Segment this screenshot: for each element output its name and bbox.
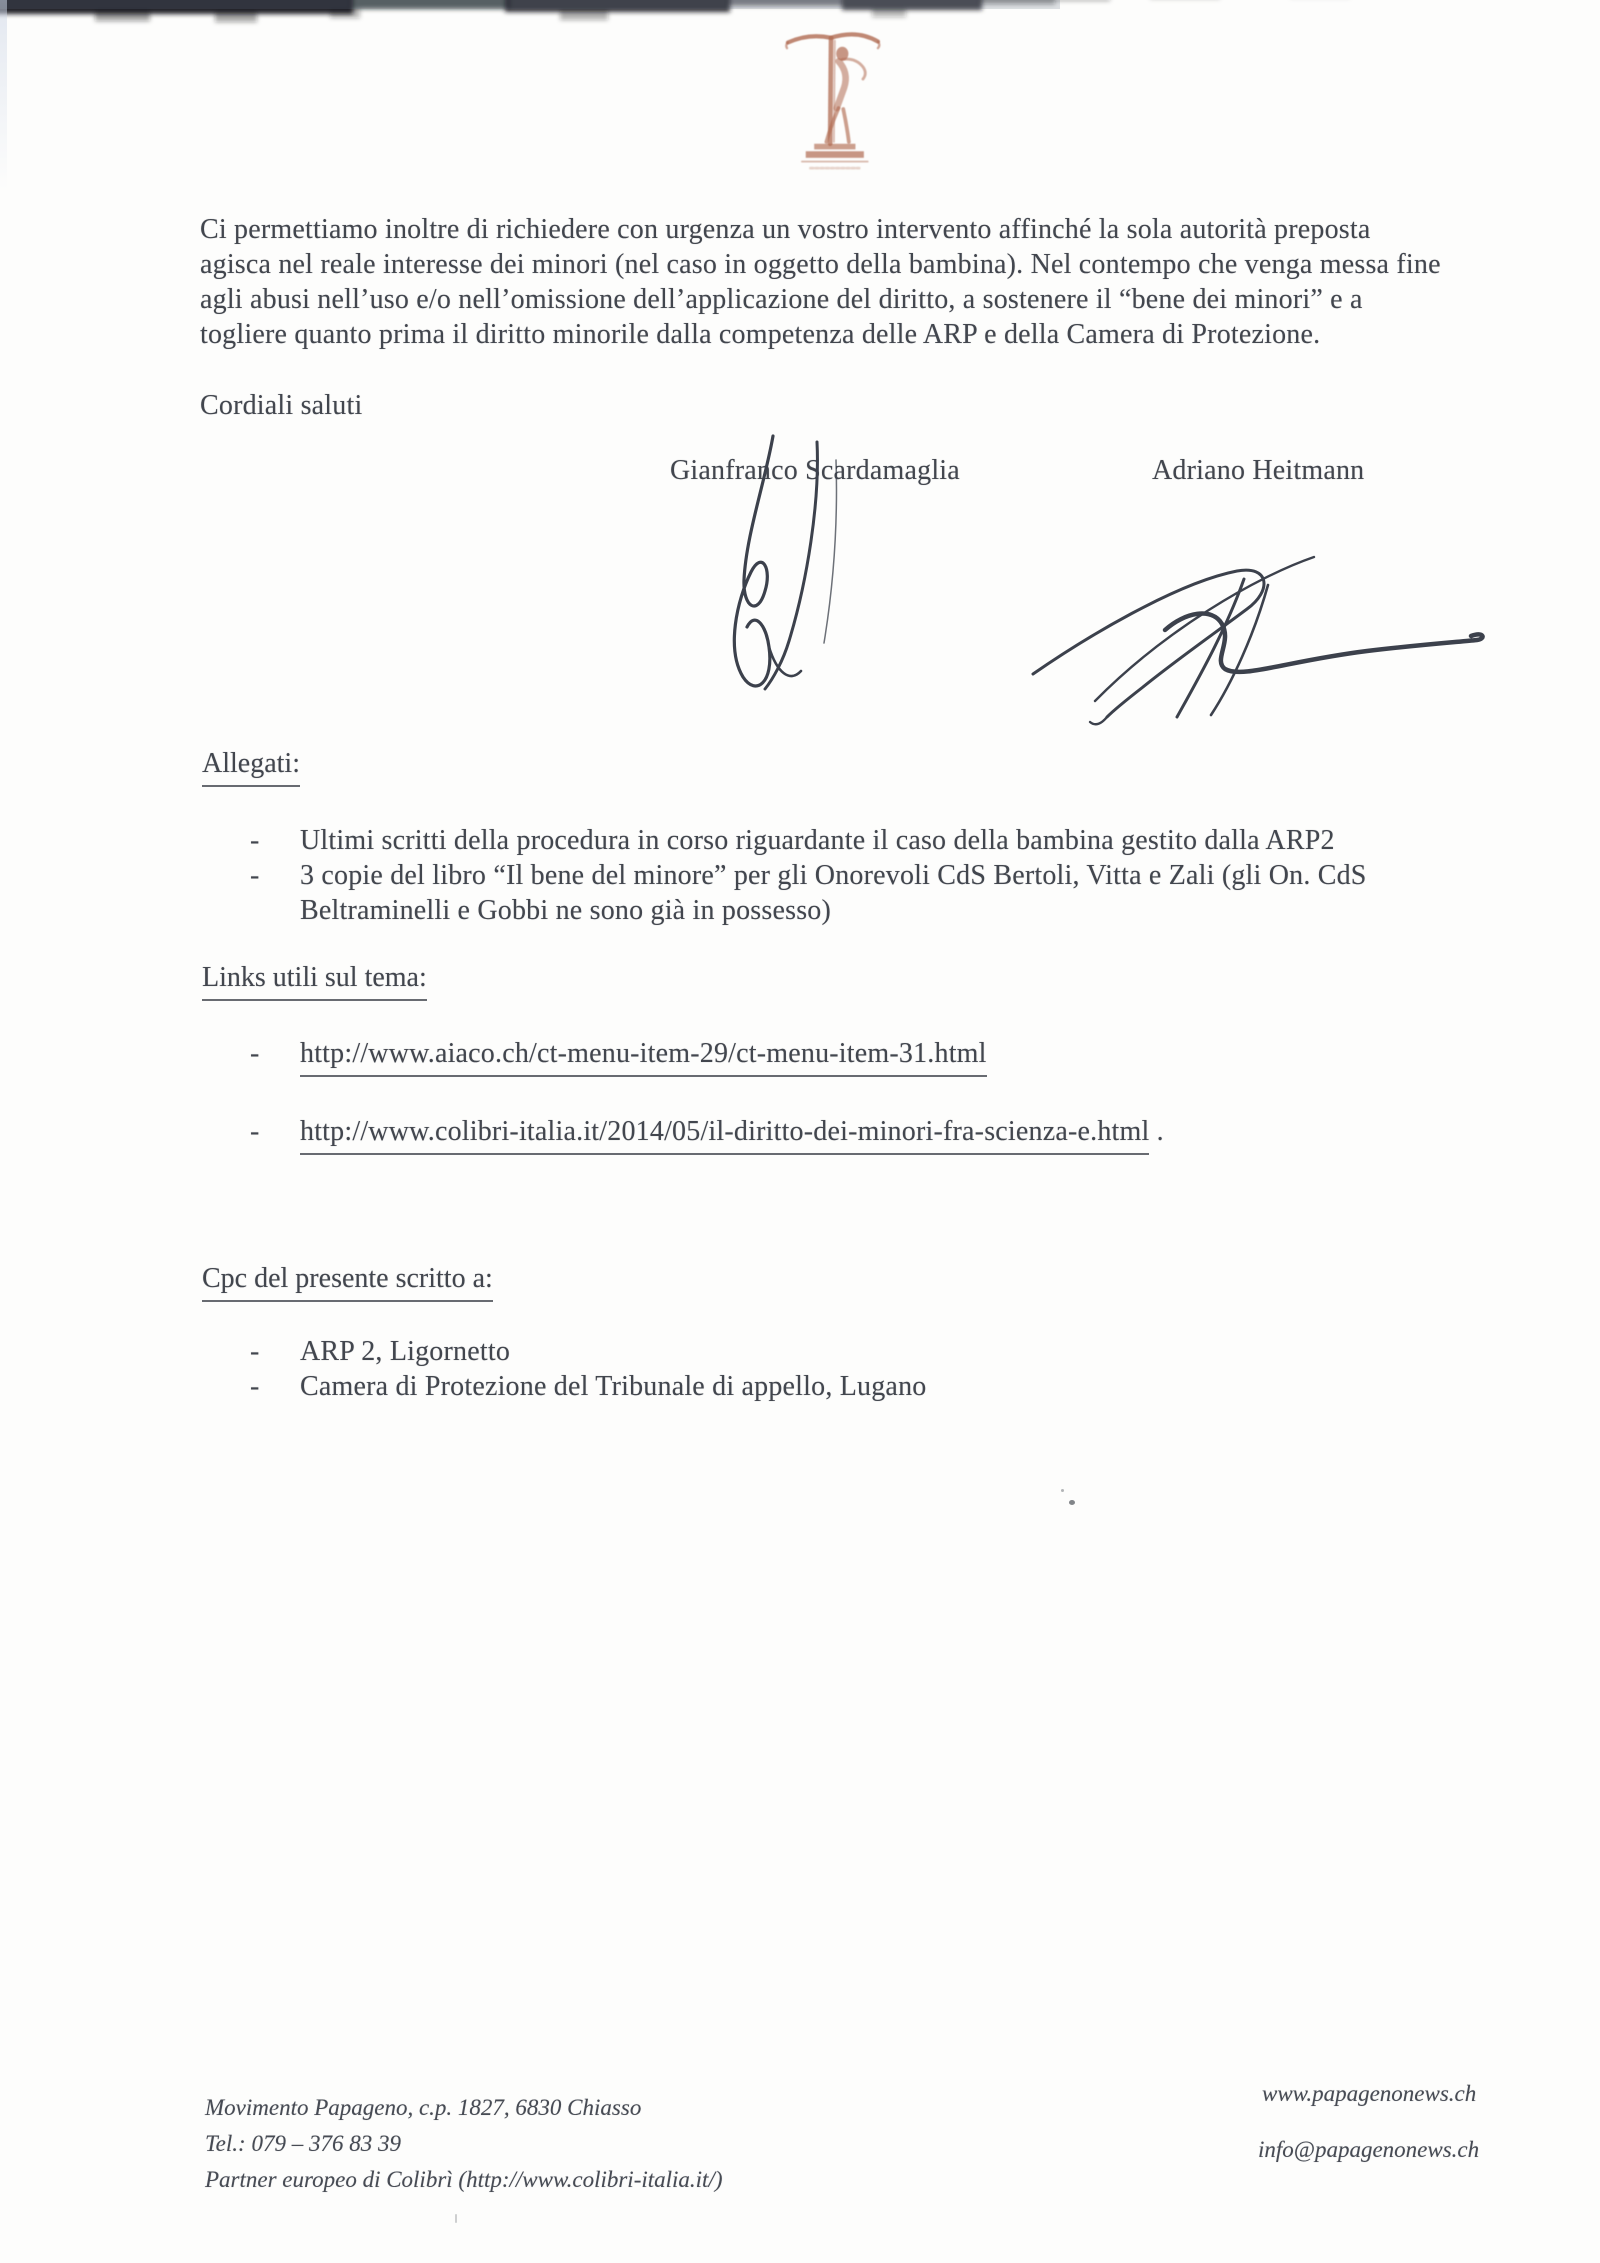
cc-item — [250, 1369, 926, 1404]
attachments-heading — [202, 748, 300, 787]
cc-item-text: ARP 2, Ligornetto — [300, 1336, 511, 1367]
closing-salutation: Cordiali saluti — [200, 390, 363, 421]
list-dash: - — [250, 1371, 260, 1402]
scan-speck — [1061, 1489, 1064, 1492]
list-dash: - — [250, 1336, 260, 1367]
paragraph-line: togliere quanto prima il diritto minorile dalla competenza delle ARP e della Camera di Protezione. — [200, 319, 1321, 350]
link-url: http://www.colibri-italia.it/2014/05/il-diritto-dei-minori-fra-scienza-e.html — [300, 1114, 1149, 1155]
paragraph-line: agisca nel reale interesse dei minori (nel caso in oggetto della bambina). Nel contempo che venga messa fine — [200, 249, 1441, 280]
list-dash: - — [250, 1038, 260, 1069]
attachment-item-line: Beltraminelli e Gobbi ne sono già in possesso) — [300, 895, 832, 926]
links-heading-text: Links utili sul tema: — [202, 962, 427, 1001]
paragraph-line: agli abusi nell’uso e/o nell’omissione dell’applicazione del diritto, a sostenere il “bene dei minori” e a — [200, 284, 1363, 315]
paragraph-line: Ci permettiamo inoltre di richiedere con urgenza un vostro intervento affinché la sola autorità preposta — [200, 214, 1371, 245]
papageno-statue-logo — [780, 20, 884, 170]
footer-address-line: Movimento Papageno, c.p. 1827, 6830 Chiasso — [205, 2095, 642, 2120]
signature-heitmann — [1025, 550, 1505, 728]
footer-website: www.papagenonews.ch — [1262, 2081, 1477, 2106]
links-heading — [202, 962, 427, 1001]
cc-item-text: Camera di Protezione del Tribunale di appello, Lugano — [300, 1371, 927, 1402]
scan-speck — [1069, 1500, 1075, 1505]
scan-speck — [455, 2214, 457, 2223]
attachment-item — [250, 858, 1367, 928]
list-dash: - — [250, 1116, 260, 1147]
signatory-name-left: Gianfranco Scardamaglia — [670, 455, 960, 486]
link-item — [250, 1036, 987, 1077]
attachment-item — [250, 823, 1335, 858]
scan-edge-strip — [0, 0, 7, 190]
list-dash: - — [250, 860, 260, 891]
body-paragraph — [200, 212, 1441, 352]
signatory-name-right: Adriano Heitmann — [1152, 455, 1365, 486]
signature-scardamaglia — [685, 430, 885, 702]
footer-email: info@papagenonews.ch — [1258, 2137, 1480, 2162]
footer-partner-line: Partner europeo di Colibrì (http://www.colibri-italia.it/) — [205, 2167, 723, 2192]
link-suffix: . — [1149, 1116, 1164, 1147]
cc-heading — [202, 1263, 493, 1302]
cc-item — [250, 1334, 510, 1369]
link-url: http://www.aiaco.ch/ct-menu-item-29/ct-menu-item-31.html — [300, 1036, 987, 1077]
cc-heading-text: Cpc del presente scritto a: — [202, 1263, 493, 1302]
link-item — [250, 1114, 1164, 1155]
attachment-item-line: Ultimi scritti della procedura in corso riguardante il caso della bambina gestito dalla ARP2 — [300, 825, 1335, 856]
footer-left-block — [205, 2090, 723, 2198]
footer-phone-line: Tel.: 079 – 376 83 39 — [205, 2131, 401, 2156]
attachments-heading-text: Allegati: — [202, 748, 300, 787]
attachment-item-line: 3 copie del libro “Il bene del minore” per gli Onorevoli CdS Bertoli, Vitta e Zali (gli On. CdS — [300, 860, 1367, 891]
list-dash: - — [250, 825, 260, 856]
